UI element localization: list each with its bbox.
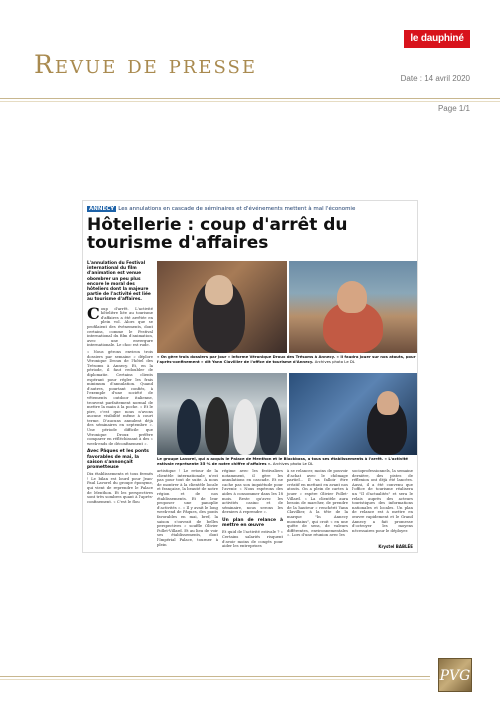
person-silhouette	[205, 397, 229, 455]
article-section-tag: ANNECY	[89, 206, 115, 212]
footer-rule	[0, 676, 430, 677]
page-number: Page 1/1	[437, 104, 470, 113]
article-paragraph-text: oup d'arrêt. L'activité hôtelière liée au tourisme d'affaires a été arrêtée en plein vol. Alors que se profilaient des événements, dont certains, comme le Festival international du film d'animation, avec une envergure internationale. Le choc est rude.	[87, 305, 153, 348]
article-kicker-text: Les annulations en cascade de séminaires et d'événements mettent à mal l'économie	[118, 206, 356, 212]
photo-caption	[157, 355, 417, 364]
article-kicker	[87, 206, 355, 212]
footer-rule-secondary	[0, 679, 430, 680]
article-signature: Krystel BABLÉE	[378, 544, 413, 549]
photo-man-portrait	[289, 261, 417, 353]
article-paragraph: « Nous gérons environ trois dossiers par semaine » déplore Véronique Droux de l'hôtel des Trésoms à Annecy. Et, en la période, il faut redoubler de diplomatie. Certains clients espérant pour régler les frais minimum d'annulation. Quand d'autres, pourtant confiés, à l'exemple d'une société de vêtements outdoor italienne, trouvent parfaitement normal de mettre la main à la poche. « Et le pire, c'est que nous n'avons aucune visibilité même à court terme. D'aucuns annulent déjà des séminaires en septembre ». Une période difficile que Véronique Droux préfère comparer en réfléchissant à des « week-ends de déconfinement ».	[87, 348, 153, 446]
newspaper-logo: le dauphiné	[404, 30, 470, 48]
photo-hotel-interior	[289, 373, 417, 455]
person-face	[337, 281, 367, 313]
press-clipping	[82, 200, 418, 553]
article-column-left	[87, 261, 153, 506]
person-face	[205, 275, 233, 305]
photo-credit: Archives photo Le DL	[314, 358, 355, 364]
person-silhouette	[233, 399, 257, 455]
header-rule	[0, 98, 500, 99]
article-paragraph: Dix établissements et tous fermés ! Le bilan est lourd pour Jean-Paul Lavorel du groupe éponyme, qui vient de reprendre le Palace de Menthon. Et les perspectives sont très sombres quant à l'après-confinement. « C'est le flou	[87, 471, 153, 504]
article-subhead: Un plan de relance à mettre en œuvre	[222, 517, 283, 529]
brand-seal-logo: PVG	[438, 658, 472, 692]
drop-cap: C	[87, 303, 100, 323]
caption-text: Le groupe Lavorel, qui a acquis le Palace de Menthon et le Blackbass, a tous ses établissements à l'arrêt. « L'activité estivale représente 35 % de notre chiffre d'affaires ».	[157, 456, 409, 466]
photo-caption	[157, 457, 417, 466]
person-silhouette	[177, 399, 201, 455]
article-paragraph	[87, 303, 153, 348]
article-paragraph: régime avec les festivaliers notamment, il gère les annulations en cascade. Et ne cache pas son inquiétude pour l'avenir. « Nous espérons des aides à consommer dans les 18 mois. Reste qu'avec les activités casino et de séminaire, nous serons les derniers à reprendre ».	[222, 468, 283, 515]
person-face	[377, 391, 399, 415]
person-silhouette	[259, 397, 281, 455]
press-date: Date : 14 avril 2020	[400, 74, 470, 83]
article-column	[157, 469, 218, 549]
article-paragraph: Et quid de l'activité estivale ? « Certains salariés risquent d'avoir moins de congés pour aider les entreprises	[222, 529, 283, 549]
article-lede: L'annulation du Festival international du film d'animation est venue obombrer un peu plus encore le moral des hôteliers dont la majeure partie de l'activité est liée au tourisme d'affaires.	[87, 261, 151, 303]
article-column	[287, 469, 348, 549]
page-title: Revue de presse	[34, 50, 258, 79]
photo-woman-portrait	[157, 261, 287, 353]
article-subhead: Avec Pâques et les ponts favorables de mai, la saison s'annonçait prometteuse	[87, 449, 149, 471]
article-columns-bottom	[157, 469, 417, 549]
caption-text: « On gère trois dossiers par jour » informe Véronique Droux des Trésoms à Annecy. « Il faudra jouer sur nos atouts, pour l'après-confinement » dit Yann Clavillier de l'office de tourisme d'Annecy.	[157, 354, 416, 364]
article-paragraph: socioprofessionnels, la semaine dernière, des pistes de réflexion ont déjà été lancées. Aussi, il a été convenu que l'office de tourisme réalisera un "Il d'actualités" et sera le relais auprès des acteurs touristiques des informations nationales et locales. Un plan de relance est à mettre en œuvre rapidement et le Grand Annecy a fait promesse d'octroyer les moyens nécessaires pour le déployer.	[352, 468, 413, 533]
article-paragraph: à se relancer, moins de pouvoir d'achat avec le chômage partiel... Il va falloir être créatif en mettant en avant nos atouts. On a plein de cartes à jouer » espère Olivier Pollet-Villard. « La clientèle aura besoin de marcher, de prendre de la hauteur » renchérit Yann Clavillier, à la tête de la marque "In Annecy mountains", qui croit « en une quête de sens, de valeurs différentes, environnementales ». Lors d'une réunion avec les	[287, 468, 348, 538]
article-headline: Hôtellerie : coup d'arrêt du tourisme d'affaires	[87, 215, 348, 253]
photo-credit: Archives photo Le DL	[272, 460, 314, 466]
article-paragraph: artistique ! Le retour de la clientèle internationale n'est pas pour tout de suite. À nous de montrer à la clientèle locale et française, la beauté de notre région et de nos établissements. Et de leur proposer une panoplie d'activités ». « Il y avait le long week-end de Pâques, des ponts favorables en mai, bref, la saison s'ouvrait de belles perspectives » souffle Olivier Pollet-Villard. Et au lieu de voir ses établissements, dont l'Impérial Palace, tourner à plein	[157, 468, 218, 547]
header-rule-secondary	[0, 101, 500, 102]
article-column	[222, 469, 283, 549]
photo-group	[157, 373, 287, 455]
article-column	[352, 469, 413, 549]
